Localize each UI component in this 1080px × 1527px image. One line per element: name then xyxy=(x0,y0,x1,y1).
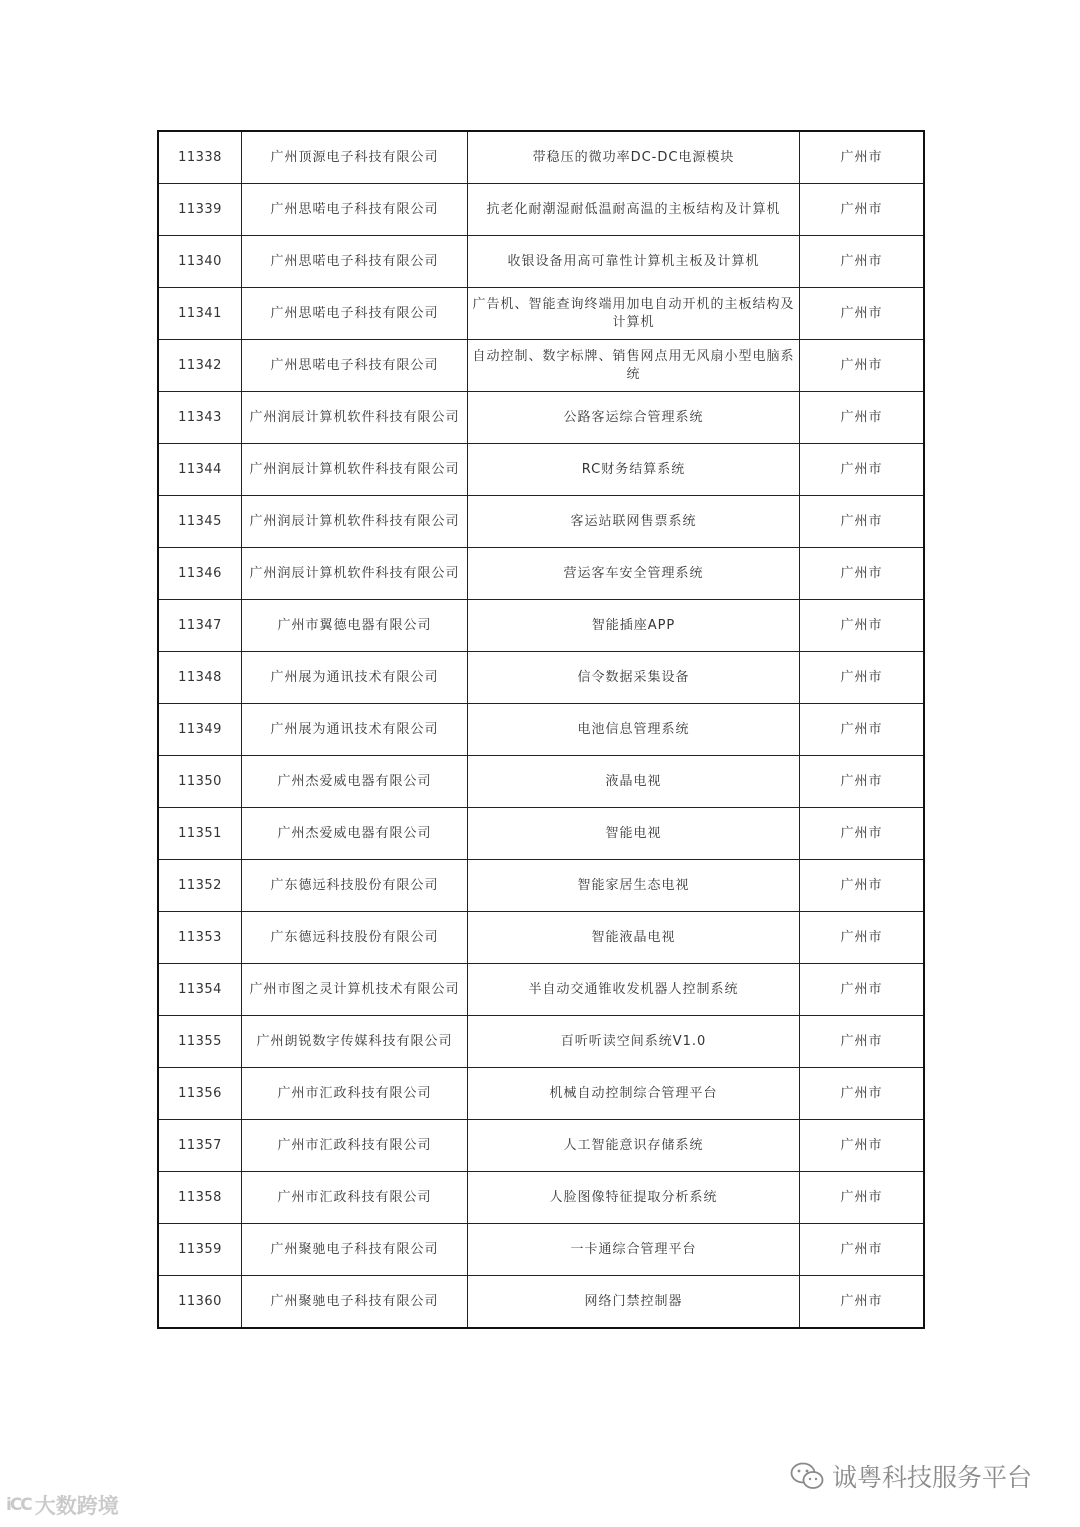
row-company: 广州市汇政科技有限公司 xyxy=(242,1172,468,1224)
row-company: 广州展为通讯技术有限公司 xyxy=(242,652,468,704)
row-product: 机械自动控制综合管理平台 xyxy=(468,1068,800,1120)
table-row xyxy=(158,704,924,756)
row-city: 广州市 xyxy=(800,860,925,912)
row-product: 自动控制、数字标牌、销售网点用无风扇小型电脑系统 xyxy=(468,340,800,392)
table-row xyxy=(158,392,924,444)
table-row xyxy=(158,1068,924,1120)
row-product: 客运站联网售票系统 xyxy=(468,496,800,548)
row-company: 广州润辰计算机软件科技有限公司 xyxy=(242,444,468,496)
wechat-icon xyxy=(790,1462,824,1490)
row-product: 营运客车安全管理系统 xyxy=(468,548,800,600)
row-city: 广州市 xyxy=(800,1276,925,1329)
row-company: 广州润辰计算机软件科技有限公司 xyxy=(242,496,468,548)
row-id: 11340 xyxy=(158,236,242,288)
row-product: 智能插座APP xyxy=(468,600,800,652)
row-city: 广州市 xyxy=(800,1068,925,1120)
row-product: 公路客运综合管理系统 xyxy=(468,392,800,444)
row-product: 收银设备用高可靠性计算机主板及计算机 xyxy=(468,236,800,288)
row-id: 11352 xyxy=(158,860,242,912)
row-id: 11350 xyxy=(158,756,242,808)
row-company: 广州思喏电子科技有限公司 xyxy=(242,340,468,392)
table-row xyxy=(158,652,924,704)
row-id: 11342 xyxy=(158,340,242,392)
row-company: 广州润辰计算机软件科技有限公司 xyxy=(242,392,468,444)
row-id: 11353 xyxy=(158,912,242,964)
table-row xyxy=(158,236,924,288)
row-city: 广州市 xyxy=(800,704,925,756)
row-id: 11356 xyxy=(158,1068,242,1120)
row-company: 广州杰爱威电器有限公司 xyxy=(242,756,468,808)
row-id: 11346 xyxy=(158,548,242,600)
row-id: 11338 xyxy=(158,131,242,184)
table-row xyxy=(158,1120,924,1172)
row-product: 广告机、智能查询终端用加电自动开机的主板结构及计算机 xyxy=(468,288,800,340)
table-row xyxy=(158,131,924,184)
row-city: 广州市 xyxy=(800,1016,925,1068)
row-company: 广州聚驰电子科技有限公司 xyxy=(242,1276,468,1329)
row-city: 广州市 xyxy=(800,1224,925,1276)
row-product: RC财务结算系统 xyxy=(468,444,800,496)
row-id: 11344 xyxy=(158,444,242,496)
row-company: 广州市翼德电器有限公司 xyxy=(242,600,468,652)
table-row xyxy=(158,288,924,340)
row-city: 广州市 xyxy=(800,808,925,860)
row-product: 电池信息管理系统 xyxy=(468,704,800,756)
table-row xyxy=(158,756,924,808)
row-product: 智能电视 xyxy=(468,808,800,860)
row-product: 抗老化耐潮湿耐低温耐高温的主板结构及计算机 xyxy=(468,184,800,236)
row-city: 广州市 xyxy=(800,652,925,704)
table-row xyxy=(158,184,924,236)
row-city: 广州市 xyxy=(800,1172,925,1224)
row-company: 广州润辰计算机软件科技有限公司 xyxy=(242,548,468,600)
row-id: 11345 xyxy=(158,496,242,548)
watermark-right xyxy=(790,1458,1032,1494)
row-city: 广州市 xyxy=(800,444,925,496)
row-id: 11354 xyxy=(158,964,242,1016)
row-city: 广州市 xyxy=(800,548,925,600)
table-row xyxy=(158,1276,924,1329)
row-city: 广州市 xyxy=(800,131,925,184)
table-row xyxy=(158,496,924,548)
table-row xyxy=(158,340,924,392)
row-city: 广州市 xyxy=(800,912,925,964)
row-company: 广州展为通讯技术有限公司 xyxy=(242,704,468,756)
row-company: 广东德远科技股份有限公司 xyxy=(242,860,468,912)
row-company: 广州市汇政科技有限公司 xyxy=(242,1068,468,1120)
row-city: 广州市 xyxy=(800,184,925,236)
row-id: 11351 xyxy=(158,808,242,860)
row-id: 11343 xyxy=(158,392,242,444)
table-row xyxy=(158,912,924,964)
company-product-table xyxy=(157,130,925,1329)
row-product: 人工智能意识存储系统 xyxy=(468,1120,800,1172)
row-id: 11360 xyxy=(158,1276,242,1329)
table-row xyxy=(158,808,924,860)
watermark-left-text: 大数跨境 xyxy=(34,1494,119,1518)
row-id: 11347 xyxy=(158,600,242,652)
row-company: 广州聚驰电子科技有限公司 xyxy=(242,1224,468,1276)
row-company: 广东德远科技股份有限公司 xyxy=(242,912,468,964)
row-product: 信令数据采集设备 xyxy=(468,652,800,704)
row-id: 11355 xyxy=(158,1016,242,1068)
table-row xyxy=(158,444,924,496)
row-company: 广州市图之灵计算机技术有限公司 xyxy=(242,964,468,1016)
row-city: 广州市 xyxy=(800,288,925,340)
table-row xyxy=(158,1016,924,1068)
row-company: 广州顶源电子科技有限公司 xyxy=(242,131,468,184)
row-product: 带稳压的微功率DC-DC电源模块 xyxy=(468,131,800,184)
row-id: 11349 xyxy=(158,704,242,756)
row-city: 广州市 xyxy=(800,964,925,1016)
row-company: 广州思喏电子科技有限公司 xyxy=(242,288,468,340)
row-id: 11359 xyxy=(158,1224,242,1276)
row-company: 广州朗锐数字传媒科技有限公司 xyxy=(242,1016,468,1068)
table-row xyxy=(158,1172,924,1224)
row-product: 百听听读空间系统V1.0 xyxy=(468,1016,800,1068)
row-city: 广州市 xyxy=(800,340,925,392)
row-product: 半自动交通锥收发机器人控制系统 xyxy=(468,964,800,1016)
row-product: 智能液晶电视 xyxy=(468,912,800,964)
row-id: 11341 xyxy=(158,288,242,340)
row-id: 11339 xyxy=(158,184,242,236)
row-product: 液晶电视 xyxy=(468,756,800,808)
table-row xyxy=(158,1224,924,1276)
table-row xyxy=(158,964,924,1016)
table-body xyxy=(158,131,924,1328)
row-city: 广州市 xyxy=(800,600,925,652)
row-id: 11357 xyxy=(158,1120,242,1172)
row-id: 11358 xyxy=(158,1172,242,1224)
row-company: 广州杰爱威电器有限公司 xyxy=(242,808,468,860)
row-company: 广州思喏电子科技有限公司 xyxy=(242,236,468,288)
row-city: 广州市 xyxy=(800,756,925,808)
row-city: 广州市 xyxy=(800,392,925,444)
row-product: 智能家居生态电视 xyxy=(468,860,800,912)
table-row xyxy=(158,860,924,912)
row-company: 广州思喏电子科技有限公司 xyxy=(242,184,468,236)
row-id: 11348 xyxy=(158,652,242,704)
brand-logo-icon: iCC xyxy=(6,1495,31,1515)
row-product: 人脸图像特征提取分析系统 xyxy=(468,1172,800,1224)
row-city: 广州市 xyxy=(800,236,925,288)
row-city: 广州市 xyxy=(800,496,925,548)
table-row xyxy=(158,600,924,652)
watermark-right-text: 诚粤科技服务平台 xyxy=(832,1463,1033,1492)
row-product: 一卡通综合管理平台 xyxy=(468,1224,800,1276)
row-product: 网络门禁控制器 xyxy=(468,1276,800,1329)
watermark-left xyxy=(6,1490,119,1520)
table-row xyxy=(158,548,924,600)
row-city: 广州市 xyxy=(800,1120,925,1172)
row-company: 广州市汇政科技有限公司 xyxy=(242,1120,468,1172)
